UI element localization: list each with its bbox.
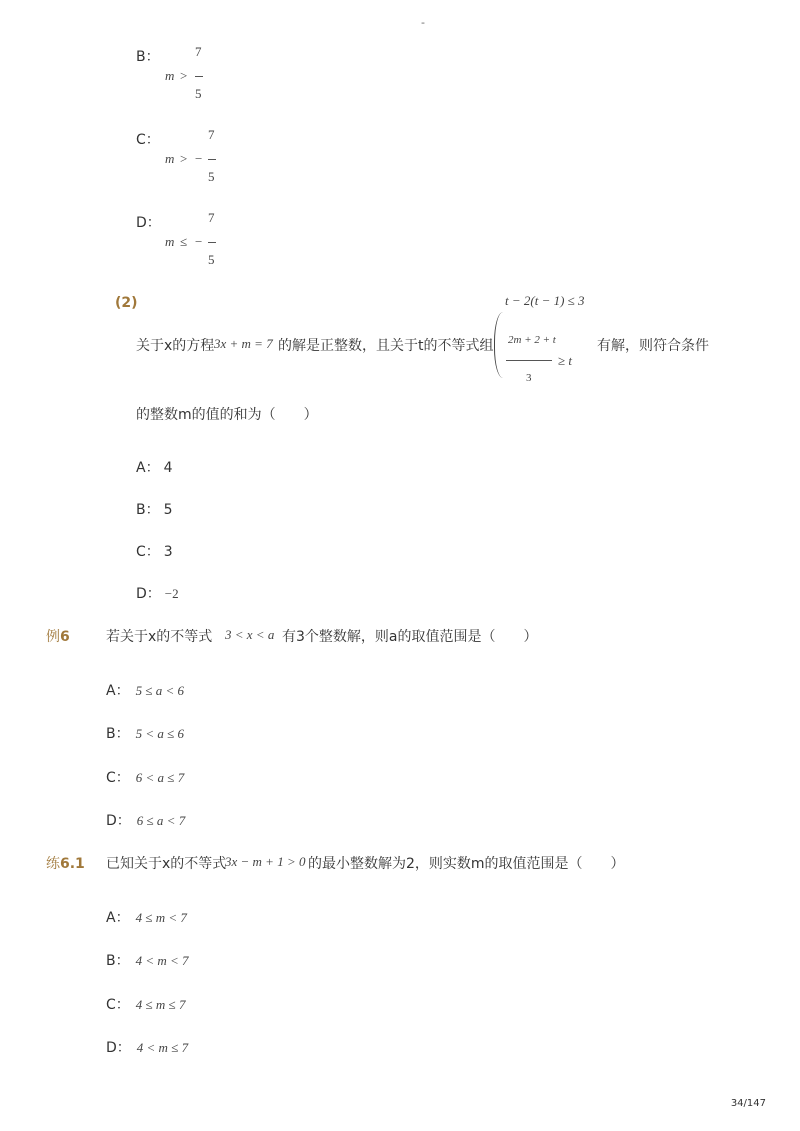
practice-label: 练6.1: [46, 856, 85, 872]
option-value: 4 ≤ m < 7: [135, 910, 187, 925]
question-text-part1: 已知关于x的不等式: [106, 856, 227, 872]
option-value: −2: [164, 586, 179, 601]
option-variable: m: [165, 68, 175, 83]
question-text-part2: 的最小整数解为2，则实数m的取值范围是（ ）: [308, 856, 625, 872]
option-key: C：: [136, 544, 160, 560]
system-line-1: t − 2(t − 1) ≤ 3: [505, 293, 585, 308]
option-a[interactable]: [136, 457, 173, 477]
question-number: (2): [115, 295, 138, 311]
option-relation: >: [180, 68, 188, 83]
question-text-part3: 有解，则符合条件: [597, 338, 709, 354]
fraction-bar: [208, 242, 216, 243]
option-b[interactable]: [106, 723, 184, 743]
option-relation: ≤: [180, 234, 188, 249]
option-relation: >: [180, 151, 188, 166]
top-dash: -: [421, 16, 425, 29]
system-relation: ≥ t: [558, 353, 572, 368]
question-text-line2: 的整数m的值的和为（ ）: [136, 407, 318, 423]
option-d[interactable]: [136, 583, 179, 603]
question-text-part2: 有3个整数解，则a的取值范围是（ ）: [282, 629, 538, 645]
option-value: 5: [163, 502, 173, 518]
option-key: C：: [106, 997, 130, 1013]
option-value: 6 ≤ a < 7: [136, 813, 186, 828]
option-c[interactable]: [106, 767, 184, 787]
option-value: 5 < a ≤ 6: [135, 726, 185, 741]
option-value: 5 ≤ a < 6: [135, 683, 184, 698]
fraction-numerator: 7: [208, 210, 215, 225]
option-key: C：: [136, 132, 160, 148]
option-value: 4 < m ≤ 7: [136, 1040, 189, 1055]
question-text-part2: 的解是正整数，且关于t的不等式组: [278, 338, 494, 354]
option-value: 4 ≤ m ≤ 7: [135, 997, 186, 1012]
option-key: C：: [106, 770, 130, 786]
option-sign: −: [195, 151, 203, 166]
fraction-bar: [195, 76, 203, 77]
option-key: D：: [136, 215, 161, 231]
system-fraction-denominator: 3: [526, 372, 532, 384]
option-value: 4 < m < 7: [135, 953, 189, 968]
option-key: D：: [136, 586, 161, 602]
page-number: 34/147: [730, 1098, 766, 1109]
option-variable: m: [165, 234, 175, 249]
option-d[interactable]: [106, 1037, 188, 1057]
option-sign: −: [195, 234, 203, 249]
option-key: B：: [136, 502, 160, 518]
option-c[interactable]: [106, 994, 185, 1014]
option-key: D：: [106, 813, 131, 829]
option-value: 4: [163, 460, 173, 476]
option-b[interactable]: [106, 950, 189, 970]
option-key: A：: [136, 460, 160, 476]
example-label: 例6: [46, 629, 70, 645]
option-d[interactable]: [106, 810, 185, 830]
option-value: 3: [163, 544, 173, 560]
option-a[interactable]: [106, 907, 187, 927]
fraction-denominator: 5: [195, 86, 202, 101]
option-c[interactable]: [136, 541, 173, 561]
system-fraction-bar: [506, 360, 552, 361]
option-a[interactable]: [106, 680, 184, 700]
option-key: D：: [106, 1040, 131, 1056]
option-key: A：: [106, 910, 130, 926]
option-key: B：: [106, 953, 130, 969]
question-text-part1: 若关于x的不等式: [106, 629, 213, 645]
inequality-expression: 3x − m + 1 > 0: [225, 854, 306, 869]
option-key: B：: [106, 726, 130, 742]
option-value: 6 < a ≤ 7: [135, 770, 185, 785]
option-key: A：: [106, 683, 130, 699]
fraction-bar: [208, 159, 216, 160]
option-variable: m: [165, 151, 175, 166]
question-text-part1: 关于x的方程: [136, 338, 215, 354]
fraction-denominator: 5: [208, 169, 215, 184]
option-b[interactable]: [136, 499, 173, 519]
option-key: B：: [136, 49, 160, 65]
equation: 3x + m = 7: [214, 336, 273, 351]
inequality-expression: 3 < x < a: [225, 627, 275, 642]
fraction-numerator: 7: [208, 127, 215, 142]
fraction-denominator: 5: [208, 252, 215, 267]
system-brace: [494, 312, 503, 378]
fraction-numerator: 7: [195, 44, 202, 59]
system-fraction-numerator: 2m + 2 + t: [508, 334, 556, 346]
